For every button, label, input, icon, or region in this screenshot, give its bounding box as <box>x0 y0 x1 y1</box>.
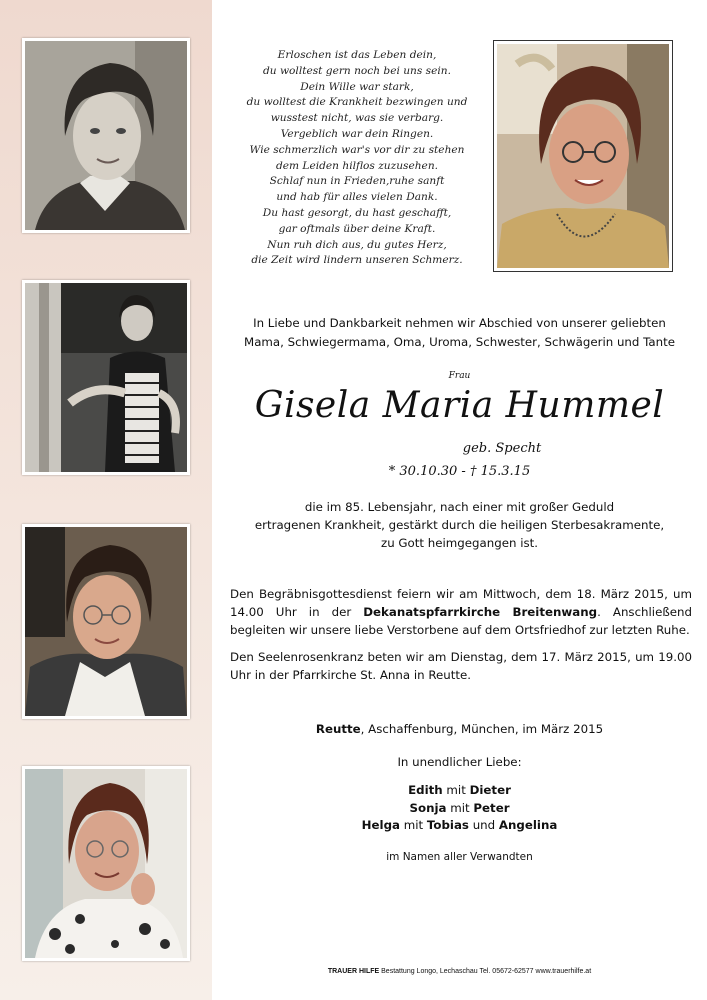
funeral-paragraph <box>230 585 692 639</box>
family-row <box>212 800 707 818</box>
rosary-paragraph: Den Seelenrosenkranz beten wir am Dienstag, dem 17. März 2015, um 19.00 Uhr in der Pfarrkirche St. Anna in Reutte. <box>230 650 692 682</box>
photo-with-glasses <box>22 524 190 719</box>
poem-line: Erloschen ist das Leben dein, <box>277 49 437 61</box>
family-name: Angelina <box>498 818 558 832</box>
poem-line: dem Leiden hilflos zuzusehen. <box>275 159 439 172</box>
place-rest: , Aschaffenburg, München, im März 2015 <box>360 722 604 736</box>
poem-line: Du hast gesorgt, du hast geschafft, <box>262 206 452 219</box>
family-name: Dieter <box>469 783 511 797</box>
deceased-name: Gisela Maria Hummel <box>254 385 665 426</box>
footer-text: Bestattung Longo, Lechaschau Tel. 05672-62577 www.trauerhilfe.at <box>379 968 592 975</box>
family-row <box>212 782 707 800</box>
poem-line: und hab für alles vielen Dank. <box>276 191 438 204</box>
poem-line: Schlaf nun in Frieden,ruhe sanft <box>269 175 445 188</box>
poem-line: wusstest nicht, was sie verbarg. <box>270 112 444 125</box>
poem-line: Nun ruh dich aus, du gutes Herz, <box>267 238 447 251</box>
main-portrait <box>493 40 673 272</box>
life-dates <box>212 464 707 479</box>
family-name: Edith <box>408 783 443 797</box>
family-name: Sonja <box>409 800 447 815</box>
cross-icon: † <box>469 464 477 479</box>
poem-line: Vergeblich war dein Ringen. <box>280 127 434 140</box>
funeral-text-b: . Anschließend begleiten wir unsere liebe Verstorbene auf dem Ortsfriedhof zur letzten Ruhe. <box>230 605 692 637</box>
intro-line-1: In Liebe und Dankbarkeit nehmen wir Abschied von unserer geliebten <box>253 316 666 330</box>
place-date <box>212 722 707 736</box>
poem-line: die Zeit wird lindern unseren Schmerz. <box>251 254 463 267</box>
family-conj: mit <box>399 818 427 832</box>
footer-brand: TRAUER HILFE <box>327 968 380 975</box>
family-conj: mit <box>442 783 470 797</box>
footer <box>212 968 707 975</box>
poem-line: du wolltest die Krankheit bezwingen und <box>246 96 468 109</box>
deceased-title: Frau <box>448 371 471 381</box>
funeral-church: Dekanatspfarrkirche Breitenwang <box>363 605 598 619</box>
birth-date: 30.10.30 <box>399 464 458 479</box>
death-text-line: ertragenen Krankheit, gestärkt durch die heiligen Sterbesakramente, <box>254 518 665 532</box>
birth-symbol: * <box>388 464 396 479</box>
place-city: Reutte <box>315 722 361 736</box>
poem-line: du wolltest gern noch bei uns sein. <box>263 64 451 77</box>
family-name: Tobias <box>426 818 469 832</box>
poem <box>232 48 482 269</box>
family-conj: mit <box>446 800 474 815</box>
intro-text <box>212 314 707 352</box>
birth-name: geb. Specht <box>462 441 542 456</box>
date-separator: - <box>461 464 466 479</box>
death-text-line: die im 85. Lebensjahr, nach einer mit großer Geduld <box>304 500 615 514</box>
family-name: Peter <box>473 800 510 815</box>
love-line: In unendlicher Liebe: <box>397 755 522 769</box>
family-name: Helga <box>361 818 400 832</box>
family-conj: und <box>468 818 499 832</box>
poem-line: Dein Wille war stark, <box>300 80 414 93</box>
death-date: 15.3.15 <box>480 464 531 479</box>
photo-accordion <box>22 280 190 475</box>
funeral-text-a: Den Begräbnisgottesdienst feiern wir am Mittwoch, dem 18. März 2015, um 14.00 Uhr in der <box>230 587 692 619</box>
death-text-line: zu Gott heimgegangen ist. <box>381 536 538 550</box>
photo-young-portrait <box>22 38 190 233</box>
poem-line: Wie schmerzlich war's vor dir zu stehen <box>249 143 465 156</box>
family-row <box>212 817 707 835</box>
death-text <box>212 498 707 552</box>
photo-floral-blouse <box>22 766 190 961</box>
intro-line-2: Mama, Schwiegermama, Oma, Uroma, Schwester, Schwägerin und Tante <box>244 335 675 349</box>
family-list <box>212 782 707 835</box>
relatives-line: im Namen aller Verwandten <box>386 851 533 863</box>
poem-line: gar oftmals über deine Kraft. <box>278 222 436 235</box>
